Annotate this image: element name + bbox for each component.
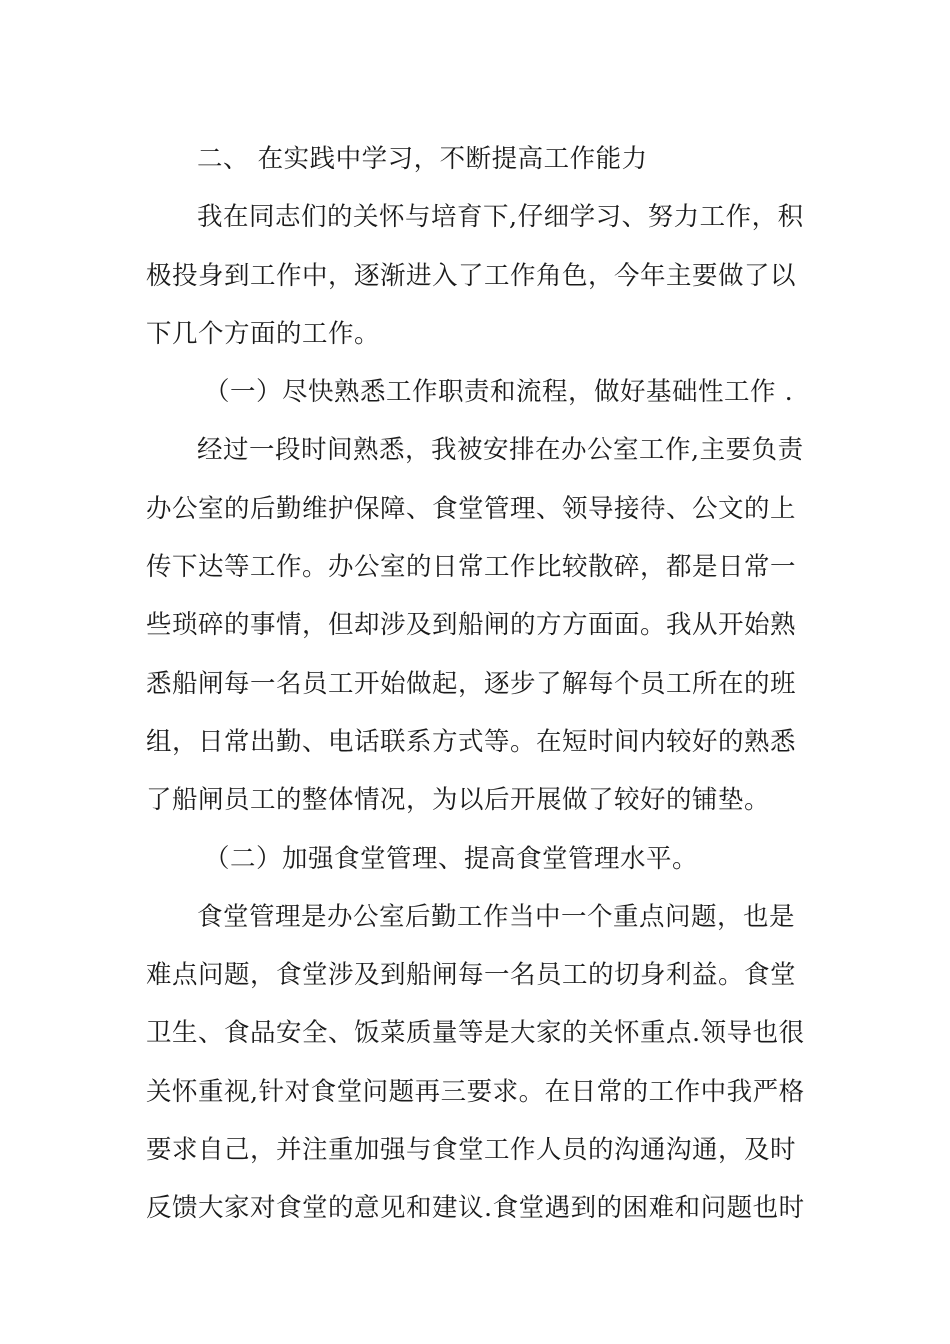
paragraph-line: 食堂管理是办公室后勤工作当中一个重点问题，也是 (197, 901, 796, 932)
paragraph-line: 了船闸员工的整体情况，为以后开展做了较好的铺垫。 (146, 785, 771, 816)
paragraph-line: 组，日常出勤、电话联系方式等。在短时间内较好的熟悉 (146, 726, 797, 757)
paragraph-line: 些琐碎的事情，但却涉及到船闸的方方面面。我从开始熟 (146, 610, 797, 641)
paragraph-line: 卫生、食品安全、饭菜质量等是大家的关怀重点.领导也很 (146, 1018, 805, 1049)
paragraph-line: 我在同志们的关怀与培育下,仔细学习、努力工作，积 (197, 202, 804, 233)
paragraph-line: 关怀重视,针对食堂问题再三要求。在日常的工作中我严格 (146, 1076, 805, 1107)
paragraph-line: 极投身到工作中，逐渐进入了工作角色，今年主要做了以 (146, 260, 797, 291)
section-heading: 二、 在实践中学习，不断提高工作能力 (197, 144, 648, 174)
paragraph-line: 悉船闸每一名员工开始做起，逐步了解每个员工所在的班 (146, 668, 797, 699)
paragraph-line: 经过一段时间熟悉，我被安排在办公室工作,主要负责 (197, 435, 804, 466)
paragraph-line: 办公室的后勤维护保障、食堂管理、领导接待、公文的上 (146, 493, 797, 524)
document-body (146, 130, 806, 1238)
subsection-heading: （一）尽快熟悉工作职责和流程，做好基础性工作 . (204, 377, 794, 408)
paragraph-line: 下几个方面的工作。 (146, 318, 381, 349)
paragraph-line: 要求自己，并注重加强与食堂工作人员的沟通沟通，及时 (146, 1135, 797, 1166)
paragraph-line: 传下达等工作。办公室的日常工作比较散碎，都是日常一 (146, 552, 797, 583)
paragraph-line: 难点问题，食堂涉及到船闸每一名员工的切身利益。食堂 (146, 960, 797, 991)
subsection-heading: （二）加强食堂管理、提高食堂管理水平。 (204, 843, 699, 874)
paragraph-line: 反馈大家对食堂的意见和建议.食堂遇到的困难和问题也时 (146, 1193, 805, 1224)
